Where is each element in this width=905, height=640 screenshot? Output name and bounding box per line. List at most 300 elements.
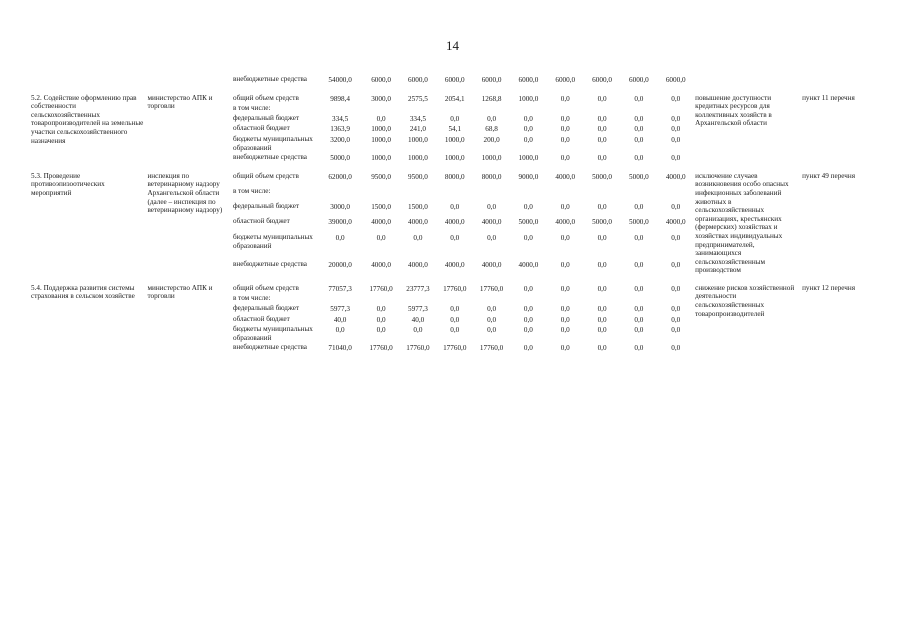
value-cell [473, 123, 510, 134]
value-cell [620, 113, 657, 124]
value-text: 0,0 [634, 234, 644, 243]
value-cell [318, 74, 363, 85]
value-text: 6000,0 [555, 76, 576, 84]
value-text: 0,0 [523, 344, 533, 353]
value-text: 6000,0 [408, 76, 428, 84]
value-text: 4000,0 [555, 172, 576, 181]
value-text: 0,0 [671, 125, 681, 134]
value-text: 0,0 [634, 135, 644, 144]
table-row [30, 74, 882, 85]
value-cell [547, 201, 584, 217]
gap-cell [30, 275, 882, 283]
value-cell [473, 283, 510, 294]
value-cell [318, 324, 363, 342]
value-text: 0,0 [560, 94, 570, 103]
value-text: 3000,0 [330, 202, 350, 211]
value-cell [620, 216, 657, 232]
value-cell [620, 171, 657, 187]
value-text: 0,0 [376, 305, 386, 314]
value-text: 0,0 [450, 234, 460, 243]
empty-cell [694, 74, 801, 85]
value-cell [436, 303, 473, 314]
value-cell [657, 216, 694, 232]
value-cell [436, 123, 473, 134]
value-cell [400, 283, 437, 294]
value-cell [657, 283, 694, 294]
value-text: 17760,0 [479, 284, 504, 293]
measure-reference: пункт 49 перечня [802, 171, 856, 180]
value-cell [547, 152, 584, 163]
value-text: 0,0 [376, 114, 386, 123]
value-cell [363, 216, 400, 232]
value-text: 1000,0 [371, 125, 391, 134]
value-cell [363, 171, 400, 187]
value-text: 0,0 [523, 326, 533, 335]
value-cell [363, 342, 400, 353]
value-cell [657, 113, 694, 124]
value-text: 5977,3 [330, 305, 350, 314]
value-text: 0,0 [523, 315, 533, 324]
value-text: 0,0 [597, 114, 607, 123]
value-cell [473, 171, 510, 187]
value-cell [547, 74, 584, 85]
value-cell [400, 259, 437, 275]
value-text: 39000,0 [328, 218, 352, 227]
value-text: 0,0 [634, 305, 644, 314]
value-text: 54000,0 [328, 76, 352, 84]
value-text: 0,0 [450, 326, 460, 335]
value-text: 0,0 [634, 344, 644, 353]
value-cell [547, 283, 584, 294]
value-cell [436, 342, 473, 353]
value-cell [657, 259, 694, 275]
value-text: 0,0 [560, 315, 570, 324]
value-cell [657, 152, 694, 163]
value-text: 0,0 [671, 315, 681, 324]
value-text: 0,0 [523, 305, 533, 314]
value-cell [510, 134, 547, 152]
value-cell [620, 74, 657, 85]
value-cell [318, 103, 363, 113]
value-cell [547, 342, 584, 353]
value-cell [436, 74, 473, 85]
value-text: 6000,0 [481, 76, 502, 84]
value-cell [584, 186, 621, 200]
value-cell [400, 186, 437, 200]
value-text: 0,0 [634, 202, 644, 211]
value-cell [318, 314, 363, 325]
value-cell [584, 216, 621, 232]
value-cell [400, 134, 437, 152]
source-cell: внебюджетные средства [232, 75, 307, 83]
value-text: 2575,5 [408, 94, 428, 103]
value-cell [510, 123, 547, 134]
value-text: 0,0 [413, 234, 423, 243]
value-text: 0,0 [523, 125, 533, 134]
value-text: 0,0 [671, 261, 681, 270]
value-cell [400, 93, 437, 104]
value-text: 1500,0 [408, 202, 428, 211]
value-text: 4000,0 [481, 218, 502, 227]
value-text: 6000,0 [665, 76, 686, 84]
value-text: 0,0 [376, 326, 386, 335]
value-text: 0,0 [597, 344, 607, 353]
value-cell [436, 93, 473, 104]
value-text: 17760,0 [369, 344, 393, 353]
source-cell: в том числе: [232, 104, 271, 113]
value-text: 0,0 [523, 202, 533, 211]
value-cell [584, 134, 621, 152]
measure-result: исключение случаев возникновения особо опасных инфекционных заболеваний животных в сельскохозяйственных организациях, крестьянских (фермерских) хозяйствах и хозяйствах индивидуальных предпринимателей, занимающихся сельскохозяйственным производством [695, 171, 789, 275]
value-text: 0,0 [597, 315, 607, 324]
value-cell [363, 134, 400, 152]
value-text: 0,0 [560, 202, 570, 211]
value-cell [547, 293, 584, 303]
source-cell: федеральный бюджет [232, 113, 300, 122]
value-cell [584, 283, 621, 294]
value-cell [400, 113, 437, 124]
value-text: 241,0 [409, 125, 426, 134]
value-text: 0,0 [376, 315, 386, 324]
value-cell [657, 93, 694, 104]
value-cell [363, 303, 400, 314]
source-cell: общий объем средств [232, 171, 299, 180]
source-cell: внебюджетные средства [232, 343, 307, 352]
value-cell [473, 74, 510, 85]
value-cell [400, 342, 437, 353]
value-cell [473, 232, 510, 259]
value-cell [436, 134, 473, 152]
value-text: 334,5 [409, 114, 426, 123]
value-text: 0,0 [450, 315, 460, 324]
value-cell [318, 123, 363, 134]
value-cell [473, 134, 510, 152]
value-text: 0,0 [560, 234, 570, 243]
value-text: 0,0 [560, 154, 570, 163]
value-cell [620, 232, 657, 259]
value-text: 0,0 [560, 135, 570, 144]
value-cell [363, 324, 400, 342]
value-text: 0,0 [634, 284, 644, 293]
value-cell [436, 324, 473, 342]
value-cell [584, 113, 621, 124]
measure-reference: пункт 11 перечня [802, 93, 855, 102]
value-cell [400, 314, 437, 325]
value-cell [473, 113, 510, 124]
value-text: 0,0 [523, 114, 533, 123]
gap-cell [30, 85, 882, 93]
value-cell [657, 103, 694, 113]
source-cell: в том числе: [232, 294, 271, 303]
value-text: 5000,0 [592, 172, 612, 181]
value-cell [436, 293, 473, 303]
value-cell [400, 123, 437, 134]
gap-cell [30, 163, 882, 171]
value-cell [547, 186, 584, 200]
value-cell [547, 216, 584, 232]
value-cell [436, 113, 473, 124]
value-text: 5000,0 [330, 154, 350, 163]
value-cell [510, 293, 547, 303]
value-text: 5000,0 [629, 172, 649, 181]
value-text: 9500,0 [371, 172, 391, 181]
value-cell [363, 103, 400, 113]
value-text: 17760,0 [443, 344, 467, 353]
value-cell [547, 303, 584, 314]
financing-table [30, 74, 882, 353]
value-text: 6000,0 [592, 76, 612, 84]
measure-executor: инспекция по ветеринарному надзору Архангельской области (далее – инспекция по ветеринарному надзору) [147, 171, 223, 215]
value-cell [547, 123, 584, 134]
value-cell [584, 232, 621, 259]
value-cell [318, 283, 363, 294]
value-text: 5000,0 [518, 218, 539, 227]
value-text: 0,0 [597, 154, 607, 163]
value-cell [584, 303, 621, 314]
value-text: 0,0 [597, 234, 607, 243]
value-text: 0,0 [450, 305, 460, 314]
source-cell: общий объем средств [232, 283, 299, 292]
value-text: 4000,0 [408, 218, 428, 227]
value-cell [620, 283, 657, 294]
measure-executor: министерство АПК и торговли [147, 283, 213, 301]
value-cell [473, 201, 510, 217]
value-text: 5977,3 [408, 305, 428, 314]
value-text: 4000,0 [481, 261, 502, 270]
value-cell [318, 93, 363, 104]
value-text: 1000,0 [444, 154, 465, 163]
value-text: 0,0 [634, 94, 644, 103]
row-gap [30, 163, 882, 171]
value-text: 0,0 [560, 305, 570, 314]
value-cell [318, 259, 363, 275]
value-text: 0,0 [376, 234, 386, 243]
source-cell: федеральный бюджет [232, 304, 300, 313]
value-cell [584, 74, 621, 85]
value-cell [318, 232, 363, 259]
value-text: 334,5 [332, 114, 349, 123]
value-cell [657, 324, 694, 342]
source-cell: внебюджетные средства [232, 260, 307, 269]
measure-result: повышение доступности кредитных ресурсов для коллективных хозяйств в Архангельской области [695, 93, 772, 128]
value-text: 1000,0 [408, 154, 428, 163]
value-text: 0,0 [560, 344, 570, 353]
value-cell [363, 186, 400, 200]
value-cell [363, 232, 400, 259]
value-text: 0,0 [523, 234, 533, 243]
value-cell [620, 303, 657, 314]
value-cell [318, 342, 363, 353]
value-text: 4000,0 [371, 218, 391, 227]
value-cell [547, 232, 584, 259]
value-text: 0,0 [671, 284, 681, 293]
value-text: 0,0 [634, 154, 644, 163]
value-cell [400, 303, 437, 314]
value-cell [510, 216, 547, 232]
value-cell [318, 293, 363, 303]
value-text: 0,0 [597, 284, 607, 293]
value-cell [620, 186, 657, 200]
value-text: 68,8 [485, 125, 498, 134]
value-text: 77057,3 [328, 284, 352, 293]
value-cell [318, 134, 363, 152]
source-cell: бюджеты муниципальных образований [232, 134, 313, 152]
value-cell [547, 171, 584, 187]
value-text: 0,0 [487, 202, 497, 211]
value-cell [584, 314, 621, 325]
value-cell [473, 216, 510, 232]
table-row [30, 93, 882, 104]
value-cell [318, 186, 363, 200]
value-cell [400, 74, 437, 85]
value-text: 6000,0 [629, 76, 649, 84]
value-cell [547, 113, 584, 124]
value-text: 1000,0 [518, 94, 539, 103]
value-cell [436, 259, 473, 275]
value-cell [510, 171, 547, 187]
value-text: 0,0 [671, 305, 681, 314]
value-cell [657, 171, 694, 187]
value-cell [436, 314, 473, 325]
value-cell [510, 152, 547, 163]
value-text: 20000,0 [328, 261, 352, 270]
value-cell [363, 113, 400, 124]
value-text: 1000,0 [371, 154, 391, 163]
source-cell: общий объем средств [232, 93, 299, 102]
value-cell [510, 93, 547, 104]
value-cell [547, 103, 584, 113]
value-cell [510, 283, 547, 294]
value-cell [400, 171, 437, 187]
value-cell [400, 293, 437, 303]
value-cell [657, 293, 694, 303]
value-text: 1000,0 [481, 154, 502, 163]
value-text: 17760,0 [479, 344, 504, 353]
table-body [30, 74, 882, 353]
value-text: 0,0 [597, 305, 607, 314]
value-cell [473, 93, 510, 104]
value-text: 4000,0 [518, 261, 539, 270]
value-cell [318, 303, 363, 314]
value-cell [400, 201, 437, 217]
value-text: 2054,1 [444, 94, 465, 103]
value-cell [657, 201, 694, 217]
table-row [30, 171, 882, 187]
value-cell [436, 103, 473, 113]
value-cell [584, 293, 621, 303]
value-cell [657, 314, 694, 325]
value-cell [657, 123, 694, 134]
value-text: 0,0 [560, 326, 570, 335]
value-cell [473, 342, 510, 353]
value-text: 71040,0 [328, 344, 352, 353]
value-text: 54,1 [448, 125, 462, 134]
value-cell [510, 186, 547, 200]
value-cell [620, 293, 657, 303]
value-cell [584, 342, 621, 353]
value-cell [510, 303, 547, 314]
value-text: 1363,9 [330, 125, 350, 134]
value-text: 4000,0 [555, 218, 576, 227]
source-cell: областной бюджет [232, 314, 290, 323]
value-text: 0,0 [523, 135, 533, 144]
value-text: 0,0 [671, 234, 681, 243]
value-cell [363, 152, 400, 163]
source-cell: областной бюджет [232, 124, 290, 133]
value-text: 0,0 [487, 315, 497, 324]
value-text: 0,0 [413, 326, 423, 335]
value-text: 0,0 [450, 114, 460, 123]
value-cell [473, 303, 510, 314]
value-cell [436, 283, 473, 294]
value-cell [584, 171, 621, 187]
page-number: 14 [446, 38, 459, 53]
value-text: 4000,0 [665, 172, 686, 181]
value-text: 0,0 [597, 125, 607, 134]
measure-executor: министерство АПК и торговли [147, 93, 213, 111]
value-text: 4000,0 [665, 218, 686, 227]
value-cell [547, 324, 584, 342]
value-cell [620, 201, 657, 217]
value-cell [584, 103, 621, 113]
measure-name: 5.3. Проведение противоэпизоотических мероприятий [31, 171, 105, 197]
value-text: 0,0 [597, 202, 607, 211]
value-cell [510, 259, 547, 275]
value-cell [363, 93, 400, 104]
value-cell [400, 216, 437, 232]
value-text: 9898,4 [330, 94, 350, 103]
value-text: 0,0 [560, 284, 570, 293]
value-cell [510, 342, 547, 353]
value-text: 0,0 [671, 326, 681, 335]
value-cell [620, 134, 657, 152]
source-cell: бюджеты муниципальных образований [232, 233, 313, 250]
value-text: 0,0 [671, 94, 681, 103]
value-text: 17760,0 [406, 344, 430, 353]
value-text: 1500,0 [371, 202, 391, 211]
value-text: 4000,0 [444, 261, 465, 270]
empty-cell [30, 74, 146, 85]
value-cell [620, 123, 657, 134]
value-text: 0,0 [671, 154, 681, 163]
value-text: 0,0 [597, 135, 607, 144]
value-cell [547, 314, 584, 325]
value-text: 200,0 [483, 135, 500, 144]
row-gap [30, 275, 882, 283]
value-text: 17760,0 [443, 284, 467, 293]
value-text: 0,0 [487, 326, 497, 335]
value-cell [657, 303, 694, 314]
value-cell [510, 324, 547, 342]
value-text: 4000,0 [444, 218, 465, 227]
value-text: 23777,3 [406, 284, 430, 293]
value-cell [318, 113, 363, 124]
value-cell [620, 324, 657, 342]
value-cell [657, 74, 694, 85]
value-text: 3200,0 [330, 135, 350, 144]
value-text: 4000,0 [371, 261, 391, 270]
value-text: 40,0 [333, 315, 347, 324]
value-text: 0,0 [634, 261, 644, 270]
value-text: 6000,0 [444, 76, 465, 84]
value-text: 0,0 [671, 344, 681, 353]
value-text: 40,0 [411, 315, 425, 324]
value-text: 0,0 [560, 261, 570, 270]
value-cell [473, 152, 510, 163]
value-cell [620, 152, 657, 163]
value-text: 0,0 [523, 284, 533, 293]
value-cell [318, 201, 363, 217]
